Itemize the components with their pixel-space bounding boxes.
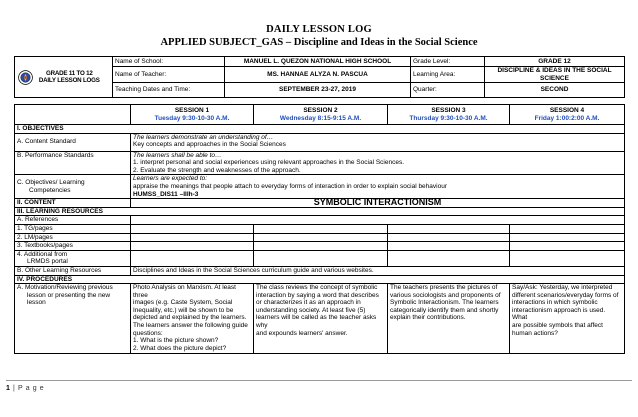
tg-pages-label: 1. TG/pages [15,224,131,233]
session-3-datetime: Thursday 9:30-10-30 A.M. [409,114,488,122]
content-standard-value: The learners demonstrate an understanding of… Key concepts and approaches in the Social Sciences [131,133,625,151]
objectives-heading: I. OBJECTIVES [15,125,625,134]
dates-value: SEPTEMBER 23-27, 2019 [225,83,411,98]
lm-s1 [131,233,254,242]
content-standard-label: A. Content Standard [15,133,131,151]
tb-s2 [254,242,388,251]
page-label: P a g e [18,385,45,392]
lm-s3 [388,233,510,242]
session-1-datetime: Tuesday 9:30-10-30 A.M. [154,114,230,122]
session-3-name: SESSION 3 [431,107,466,115]
session-2-datetime: Wednesday 8:15-9:15 A.M. [279,114,362,122]
lrmds-label: 4. Additional from LRMDS portal [15,250,131,266]
session-4-header [510,105,625,125]
motivation-session-1: Photo Analysis on Marxism. At least three images (e.g. Caste System, Social Inequality, etc.) will be shown to be depicted and explained by the learners. The learners answer the following guide questions: 1. What is the picture shown? 2. What does the picture depict? [131,284,254,354]
performance-standards-value: The learners shall be able to… 1. interpret personal and social experiences using relevant approaches in the Social Sciences. 2. Evaluate the strength and weaknesses of the approach. [131,151,625,175]
area-label: Learning Area: [411,67,485,83]
grade-label: Grade Level: [411,57,485,67]
textbooks-pages-label: 3. Textbooks/pages [15,242,131,251]
lm-s4 [510,233,625,242]
session-1-name: SESSION 1 [174,107,210,115]
footer-divider [6,380,632,381]
session-4-datetime: Friday 1:00:2:00 A.M. [534,114,600,122]
session-2-header [254,105,388,125]
header-table [14,56,625,98]
motivation-session-2: The class reviews the concept of symbolic interaction by saying a word that describes or characterizes it as an approach in understanding society. At least five (5) learners will be called as the teacher asks why and expounds learners' answer. [254,284,388,354]
session-4-name: SESSION 4 [549,107,585,115]
lm-pages-label: 2. LM/pages [15,233,131,242]
lr-s3 [388,250,510,266]
document-title: DAILY LESSON LOG [266,24,372,35]
lr-s2 [254,250,388,266]
lr-s4 [510,250,625,266]
other-resources-label: B. Other Learning Resources [15,266,131,275]
page-footer: 1 | P a g e [6,385,45,392]
objectives-competencies-label: C. Objectives/ Learning Competencies [15,175,131,199]
quarter-label: Quarter: [411,83,485,98]
deped-seal-icon [18,70,33,85]
procedures-heading: IV. PROCEDURES [15,275,625,284]
grade-value: GRADE 12 [485,57,625,67]
other-resources-value: Disciplines and Ideas in the Social Sciences curriculum guide and various websites. [131,266,625,275]
area-value: DISCIPLINE & IDEAS IN THE SOCIAL SCIENCE [485,67,625,83]
teacher-label: Name of Teacher: [113,67,225,83]
quarter-value: SECOND [485,83,625,98]
content-heading: II. CONTENT [15,199,131,208]
tg-s4 [510,224,625,233]
motivation-session-4: Say/Ask: Yesterday, we interpreted different scenarios/everyday forms of interactions in which symbolic interactionism approach is used. What are possible symbols that affect human actions? [510,284,625,354]
page-number: 1 [6,385,11,392]
lm-s2 [254,233,388,242]
session-2-name: SESSION 2 [303,107,338,115]
tg-s3 [388,224,510,233]
tb-s3 [388,242,510,251]
lesson-log-table [14,104,625,354]
school-value: MANUEL L. QUEZON NATIONAL HIGH SCHOOL [225,57,411,67]
performance-standards-label: B. Performance Standards [15,151,131,175]
resources-heading: III. LEARNING RESOURCES [15,207,625,216]
teacher-value: MS. HANNAE ALYZA N. PASCUA [225,67,411,83]
document-subtitle: APPLIED SUBJECT_GAS – Discipline and Ideas in the Social Science [160,37,478,48]
motivation-label: A. Motivation/Reviewing previous lesson or presenting the new lesson [15,284,131,354]
dates-label: Teaching Dates and Time: [113,83,225,98]
logo-text: GRADE 11 TO 12 DAILY LESSON LOGS [38,70,100,85]
session-3-header [388,105,510,125]
lr-s1 [131,250,254,266]
logo-cell [15,57,113,98]
session-1-header [131,105,254,125]
references-span [131,216,625,225]
tg-s1 [131,224,254,233]
tb-s4 [510,242,625,251]
motivation-session-3: The teachers presents the pictures of various sociologists and proponents of Symbolic Interactionism. The learners categorically identify them and shortly explain their contributions. [388,284,510,354]
school-label: Name of School: [113,57,225,67]
references-label: A. References [15,216,131,225]
tg-s2 [254,224,388,233]
session-corner [15,105,131,125]
tb-s1 [131,242,254,251]
objectives-competencies-value: Learners are expected to: appraise the meanings that people attach to everyday forms of interaction in order to explain social behaviour HUMSS_DIS11 –IIIh-3 [131,175,625,199]
content-value: SYMBOLIC INTERACTIONISM [131,199,625,208]
